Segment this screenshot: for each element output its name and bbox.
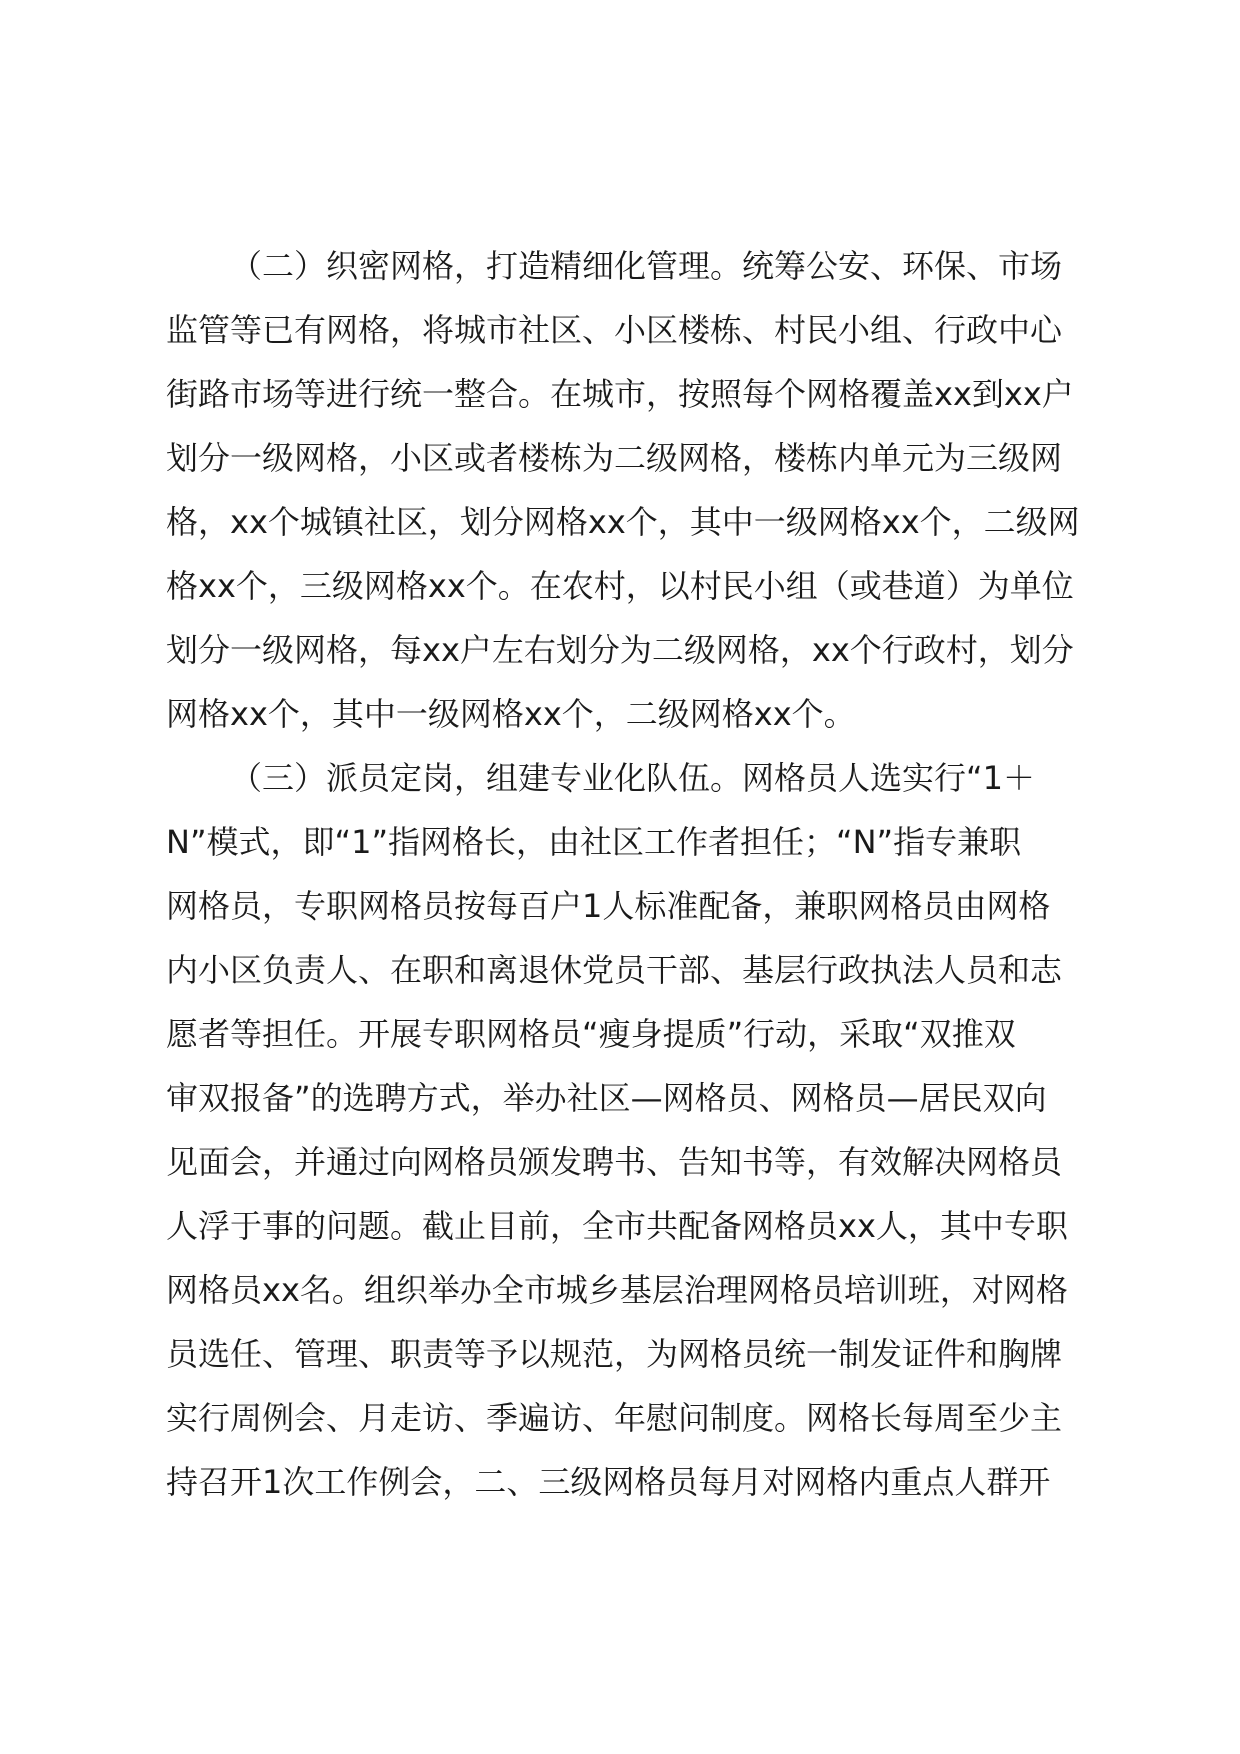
- paragraph-2-line: （二）织密网格，打造精细化管理。统筹公安、环保、市场: [230, 247, 1063, 285]
- paragraph-3-line: 审双报备”的选聘方式，举办社区—网格员、网格员—居民双向: [166, 1079, 1047, 1117]
- paragraph-3-line: 人浮于事的问题。截止目前，全市共配备网格员xx人，其中专职: [166, 1207, 1068, 1245]
- paragraph-3-line: 实行周例会、月走访、季遍访、年慰问制度。网格长每周至少主: [166, 1399, 1063, 1437]
- paragraph-2-line: 格，xx个城镇社区，划分网格xx个，其中一级网格xx个，二级网: [166, 503, 1080, 541]
- paragraph-3-line: 员选任、管理、职责等予以规范，为网格员统一制发证件和胸牌: [166, 1335, 1063, 1373]
- paragraph-2-line: 划分一级网格，每xx户左右划分为二级网格，xx个行政村，划分: [166, 631, 1074, 669]
- paragraph-2-line: 街路市场等进行统一整合。在城市，按照每个网格覆盖xx到xx户: [166, 375, 1074, 413]
- paragraph-2-line: 网格xx个，其中一级网格xx个，二级网格xx个。: [166, 695, 856, 733]
- paragraph-2-line: 监管等已有网格，将城市社区、小区楼栋、村民小组、行政中心: [166, 311, 1063, 349]
- paragraph-2-line: 格xx个，三级网格xx个。在农村，以村民小组（或巷道）为单位: [166, 567, 1074, 605]
- paragraph-3-line: 网格员，专职网格员按每百户1人标准配备，兼职网格员由网格: [166, 887, 1051, 925]
- paragraph-3-line: 内小区负责人、在职和离退休党员干部、基层行政执法人员和志: [166, 951, 1063, 989]
- paragraph-3-line: 见面会，并通过向网格员颁发聘书、告知书等，有效解决网格员: [166, 1143, 1063, 1181]
- paragraph-2-line: 划分一级网格，小区或者楼栋为二级网格，楼栋内单元为三级网: [166, 439, 1063, 477]
- paragraph-3-line: 愿者等担任。开展专职网格员“瘦身提质”行动，采取“双推双: [166, 1015, 1016, 1053]
- paragraph-3-line: N”模式，即“1”指网格长，由社区工作者担任；“N”指专兼职: [166, 823, 1022, 861]
- paragraph-3-line: 网格员xx名。组织举办全市城乡基层治理网格员培训班，对网格: [166, 1271, 1068, 1309]
- document-body: [166, 234, 1106, 1514]
- paragraph-3-line: （三）派员定岗，组建专业化队伍。网格员人选实行“1＋: [230, 759, 1035, 797]
- paragraph-3-line: 持召开1次工作例会，二、三级网格员每月对网格内重点人群开: [166, 1463, 1051, 1501]
